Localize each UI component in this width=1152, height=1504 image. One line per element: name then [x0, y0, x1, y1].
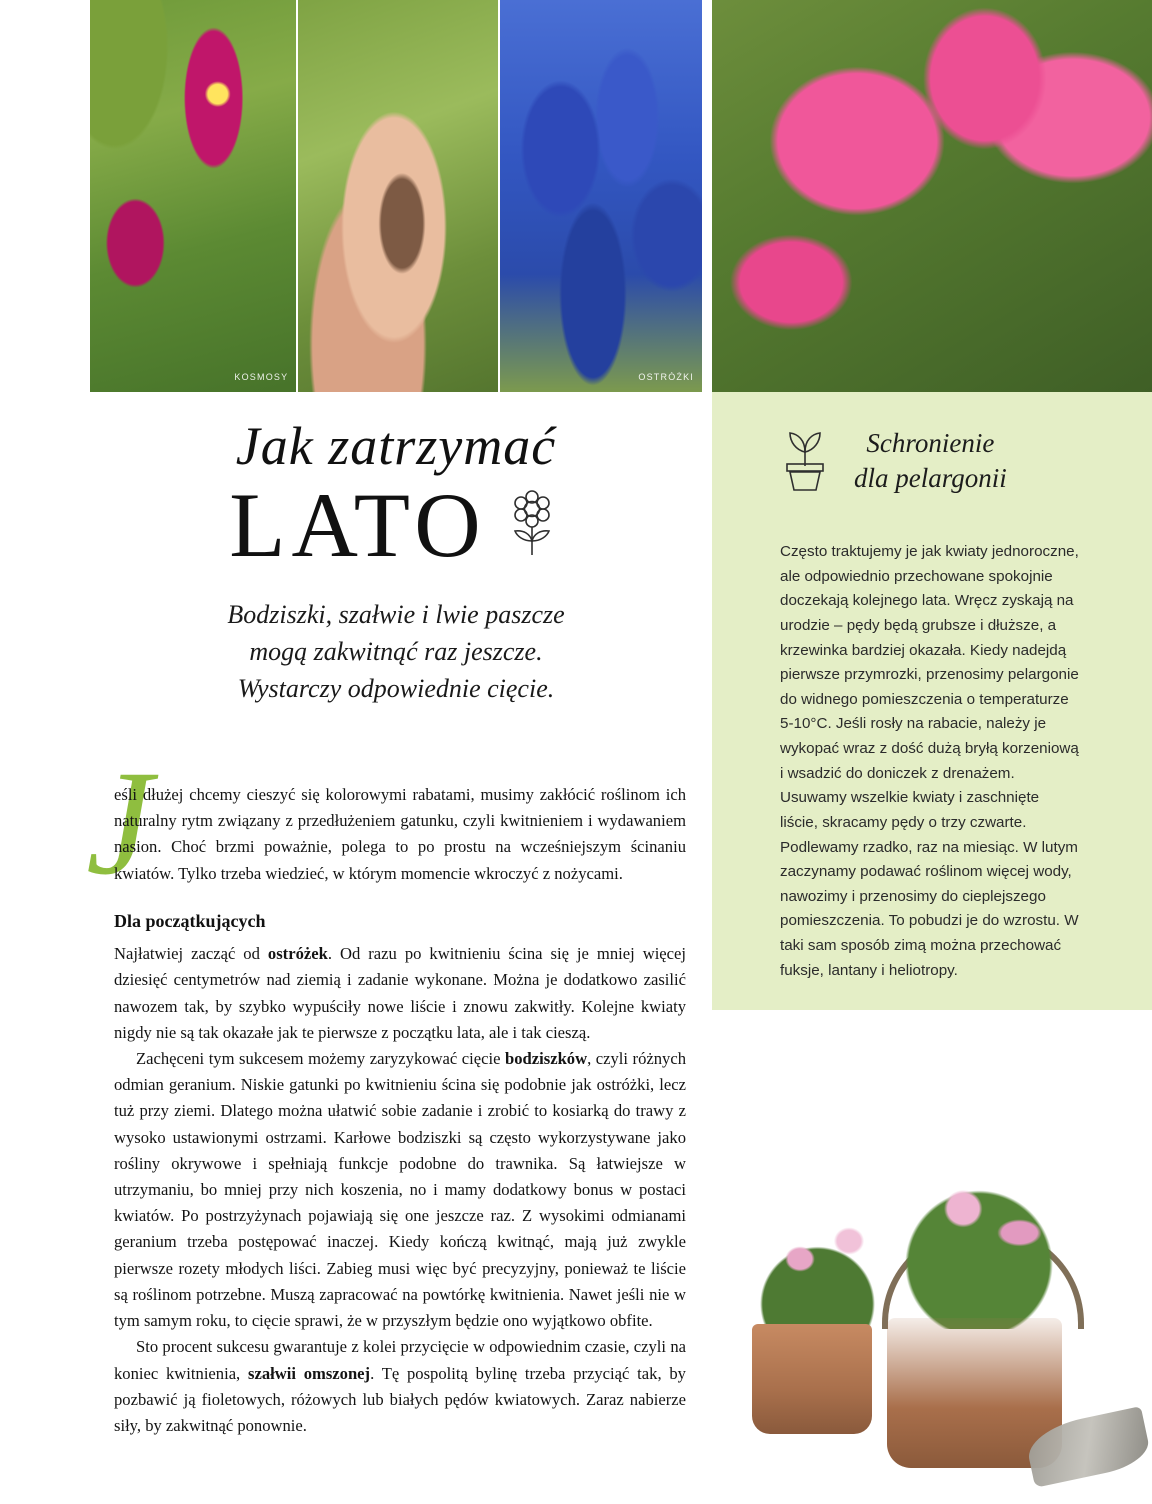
p3-part-a: Zachęceni tym sukcesem możemy zaryzykować cięcie: [136, 1049, 506, 1069]
article-subhead: Dla początkujących: [114, 910, 266, 931]
paragraph-3: [114, 1046, 686, 1334]
headline-line-2-row: [90, 473, 702, 576]
potted-plant-icon: [774, 422, 836, 494]
photo-hand-with-seeds: [296, 0, 497, 392]
p2-bold-term: ostróżek: [267, 944, 328, 964]
article-deck: [90, 597, 702, 708]
sidebar-body-text: Często traktujemy je jak kwiaty jednoroczne, ale odpowiednio przechowane spokojnie doczekają kolejnego lata. Wręcz zyskają na urodzie – pędy będą grubsze i dłuższe, a krzewinka bardziej okazała. Kiedy nadejdą pierwsze przymrozki, przenosimy pelargonie do widnego pomieszczenia o temperaturze 5-10°C. Jeśli rosły na rabacie, należy je wykopać wraz z dość dużą bryłą korzeniową i wsadzić do doniczek z drenażem. Usuwamy wszelkie kwiaty i zaschnięte liście, skracamy pędy o trzy czwarte. Podlewamy rzadko, raz na miesiąc. W lutym zaczynamy podawać roślinom więcej wody, nawozimy i przenosimy do cieplejszego pomieszczenia. To pobudzi je do wzrostu. W taki sam sposób zimą można przechować fuksje, lantany i heliotropy.: [780, 543, 1079, 979]
terracotta-pot-left: [752, 1324, 872, 1434]
p4-part-b: . Tę pospolitą bylinę trzeba przyciąć tak, by pozbawić ją fioletowych, różowych lub białych pędów kwiatowych. Zaraz nabierze siły, by zakwitnąć ponownie.: [114, 1363, 686, 1435]
p4-bold-term: szałwii omszonej: [248, 1363, 371, 1383]
p4-part-a: Sto procent sukcesu gwarantuje z kolei przycięcie w odpowiednim czasie, czyli na koniec kwitnienia,: [114, 1337, 686, 1383]
flower-icon: [501, 489, 563, 561]
photo-delphinium: [498, 0, 702, 392]
paragraph-lead: eśli dłużej chcemy cieszyć się kolorowymi rabatami, musimy zakłócić roślinom ich naturalny rytm związany z przedłużeniem gatunku, czyli kwitnieniem i wydawaniem nasion. Choć brzmi poważnie, polega to po prostu na wcześniejszym ścinaniu kwiatów. Tylko trzeba wiedzieć, w którym momencie wkroczyć z nożycami.: [114, 785, 686, 883]
paragraph-2: [114, 941, 686, 1046]
photo-pelargonium: [712, 0, 1152, 392]
p3-part-b: , czyli różnych odmian geranium. Niskie gatunki po kwitnieniu ścina się podobnie jak ostróżki, lecz tuż przy ziemi. Dlatego można ułatwić sobie zadanie i zrobić to kosiarką do trawy z wysoko ustawionymi ostrzami. Karłowe bodziszki są często wykorzystywane jako rośliny okrywowe i spełniają funkcje podobne do trawnika. Są łatwiejsze w utrzymaniu, bo mniej przy nich koszenia, no i mamy dodatkowy bonus w postaci kwiatów. Po postrzyżynach pojawiają się one jeszcze raz. Z wysokimi odmianami geranium trzeba postępować inaczej. Kiedy kończą kwitnąć, mają już zwykle pierwsze rozety młodych liści. Zabieg musi więc być precyzyjny, ponieważ te liście są roślinom potrzebne. Muszą zapracować na powtórkę kwitnienia. Nawet jeśli nie w tym samym roku, to cięcie sprawi, że w przyszłym będzie ono wyjątkowo obfite.: [114, 1049, 686, 1331]
photo-cosmos: [90, 0, 296, 392]
sidebar-title-line2: dla pelargonii: [854, 462, 1007, 493]
drop-cap: J: [86, 740, 153, 906]
sidebar-title: [854, 422, 1007, 495]
photo-delphinium-caption: OSTRÓŻKI: [638, 372, 694, 382]
photo-cosmos-caption: KOSMOSY: [234, 372, 289, 382]
headline-line-1: Jak zatrzymać: [235, 416, 557, 476]
article-headline: [90, 418, 702, 707]
headline-line-2: LATO: [229, 473, 487, 576]
p2-part-b: . Od razu po kwitnieniu ścina się je mniej więcej dziesięć centymetrów nad ziemią i zadanie wykonane. Można je dodatkowo zasilić nawozem tak, by szybko wypuściły nowe liście i znowu zakwitły. Kolejne kwiaty nigdy nie są tak okazałe jak te pierwsze z początku lata, ale i tak cieszą.: [114, 944, 687, 1042]
deck-line-3: Wystarczy odpowiednie cięcie.: [237, 673, 555, 703]
p2-part-a: Najłatwiej zacząć od: [114, 944, 268, 964]
sidebar-panel: [712, 392, 1152, 1010]
deck-line-2: mogą zakwitnąć raz jeszcze.: [249, 636, 543, 666]
article-body: [114, 782, 686, 1439]
paragraph-4: [114, 1334, 686, 1439]
top-photo-strip: [90, 0, 702, 392]
plant-foliage-right: [862, 1144, 1087, 1329]
sidebar-title-line1: Schronienie: [866, 428, 995, 458]
deck-line-1: Bodziszki, szałwie i lwie paszcze: [227, 599, 565, 629]
p3-bold-term: bodziszków: [505, 1049, 588, 1069]
photo-nemesia-pots: [712, 1010, 1152, 1504]
sidebar-header: [774, 422, 1134, 495]
